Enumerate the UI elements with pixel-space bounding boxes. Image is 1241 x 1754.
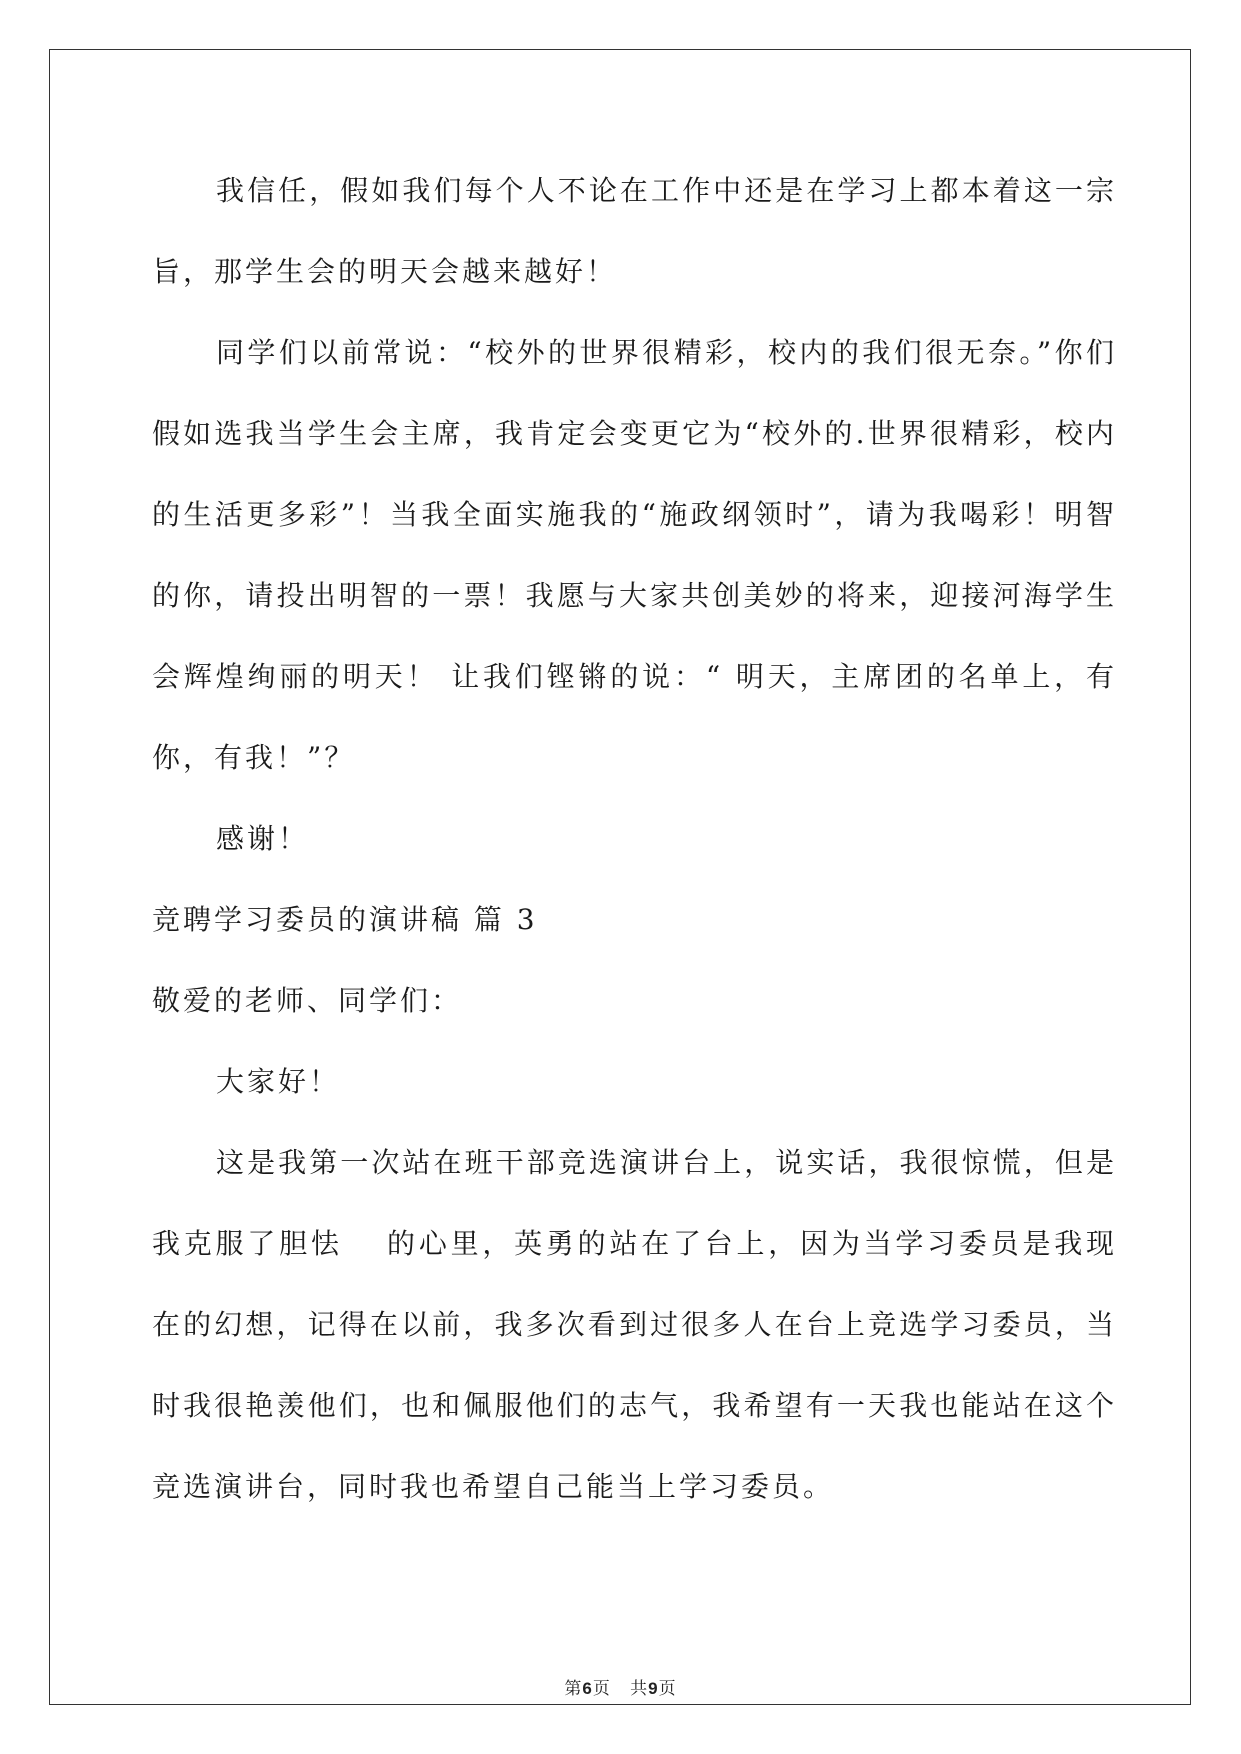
paragraph-3: 感谢！ xyxy=(216,822,310,855)
total-pages: 9 xyxy=(648,1679,659,1698)
paragraph-7: 这是我第一次站在班干部竞选演讲台上，说实话，我很惊慌，但是我克服了胆怯 的心里，英勇的站在了台上，因为当学习委员是我现在的幻想，记得在以前，我多次看到过很多人在台上竞选学习委员，当时我很艳羡他们，也和佩服他们的志气，我希望有一天我也能站在这个竞选演讲台，同时我也希望自己能当上学习委员。 xyxy=(152,1146,1117,1503)
total-suffix: 页 xyxy=(658,1679,677,1699)
total-prefix: 共 xyxy=(630,1679,649,1699)
greeting: 大家好！ xyxy=(216,1065,341,1098)
salutation: 敬爱的老师、同学们： xyxy=(152,984,463,1017)
section-heading: 竞聘学习委员的演讲稿 篇 3 xyxy=(152,903,538,936)
page-suffix: 页 xyxy=(592,1679,611,1699)
paragraph-2: 同学们以前常说：“校外的世界很精彩，校内的我们很无奈。”你们假如选我当学生会主席，我肯定会变更它为“校外的.世界很精彩，校内的生活更多彩”！当我全面实施我的“施政纲领时”，请为我喝彩！明智的你，请投出明智的一票！我愿与大家共创美妙的将来，迎接河海学生会辉煌绚丽的明天！ 让我们铿锵的说：“ 明天，主席团的名单上，有你，有我！”？ xyxy=(152,336,1117,774)
document-body xyxy=(152,150,1117,1527)
page-footer xyxy=(0,1674,1241,1699)
page-number: 6 xyxy=(582,1679,593,1698)
page-prefix: 第 xyxy=(564,1679,583,1699)
paragraph-1: 我信任，假如我们每个人不论在工作中还是在学习上都本着这一宗旨，那学生会的明天会越来越好！ xyxy=(152,174,1117,288)
